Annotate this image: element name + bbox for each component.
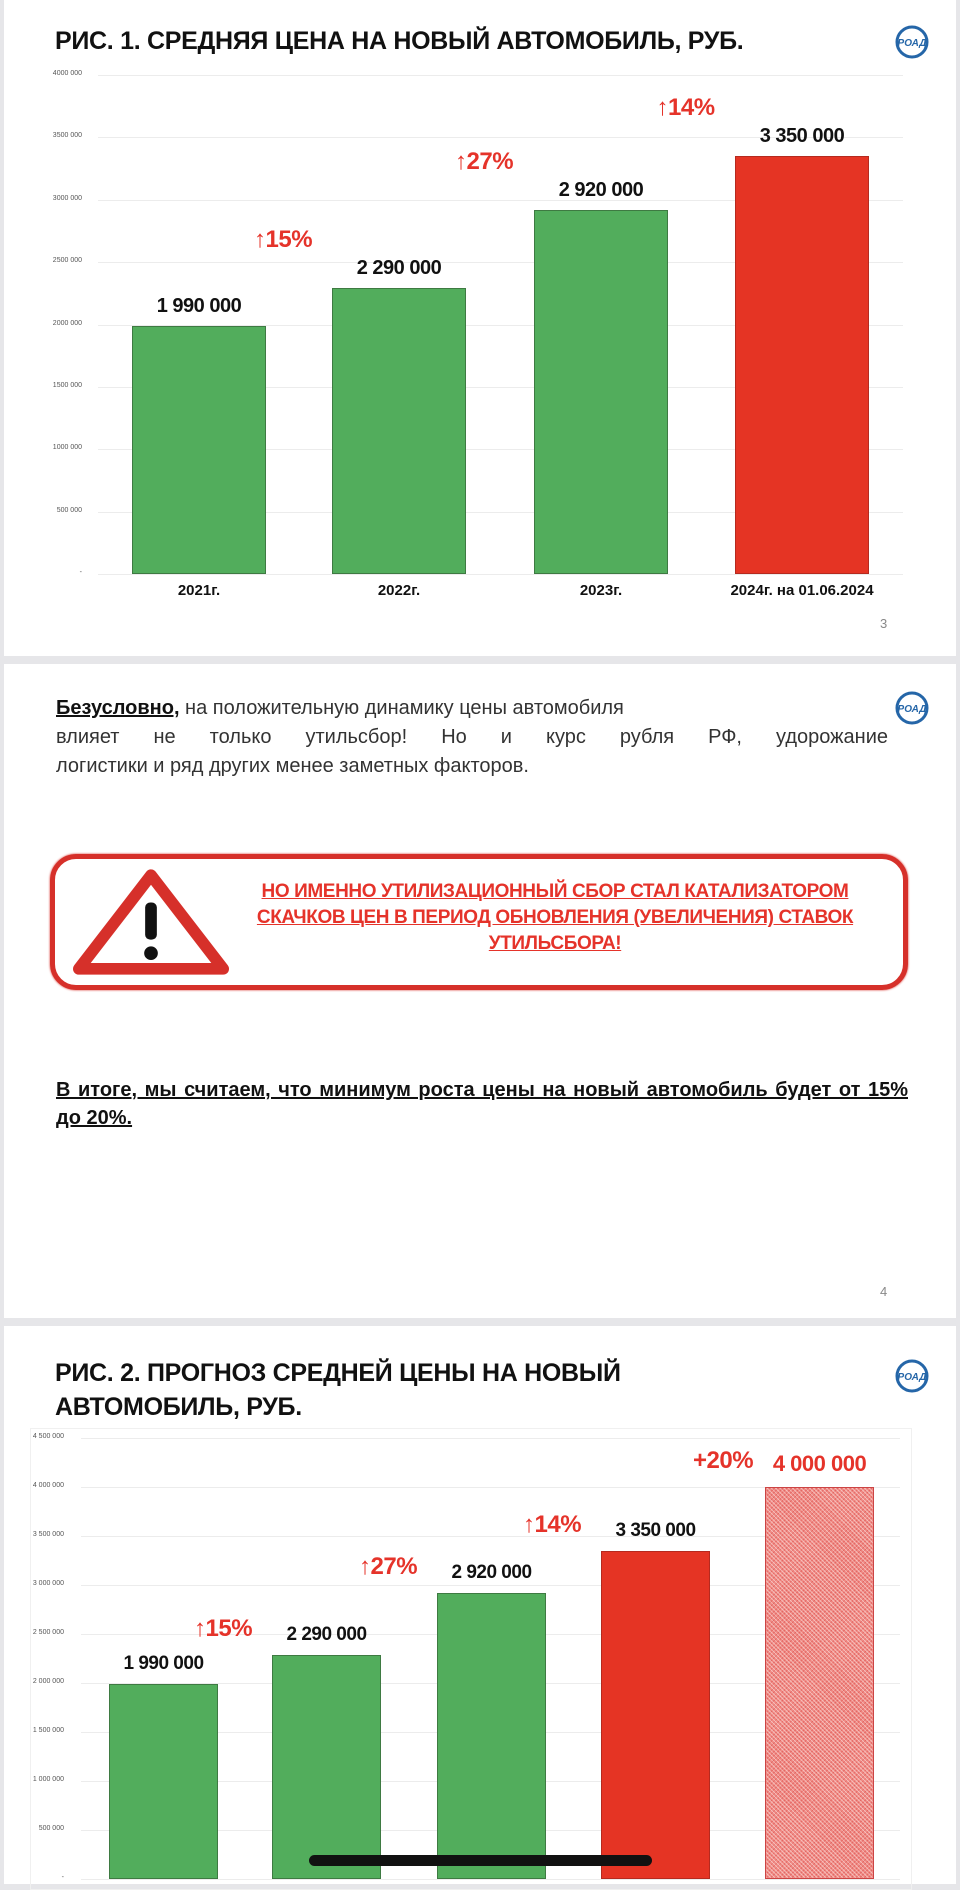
- bar: [132, 326, 266, 574]
- y-tick-label: 3000 000: [52, 194, 82, 202]
- y-tick-label: 2000 000: [52, 319, 82, 327]
- y-tick-label: 500 000: [38, 1825, 64, 1832]
- category-label: 2023г.: [579, 582, 623, 599]
- y-tick-label: 4 500 000: [32, 1433, 64, 1440]
- y-tick-label: 500 000: [56, 506, 82, 514]
- road-logo-icon: [894, 1358, 930, 1394]
- bar: [601, 1551, 710, 1879]
- y-tick-label: 1 000 000: [32, 1776, 64, 1783]
- growth-annotation: ↑15%: [194, 1614, 253, 1642]
- growth-annotation: ↑14%: [523, 1510, 582, 1538]
- gridline: [81, 1438, 900, 1439]
- slide-3: [4, 0, 956, 656]
- y-tick-label: 1000 000: [52, 444, 82, 452]
- intro-line-1: [56, 694, 624, 723]
- value-label: 3 350 000: [615, 1519, 696, 1541]
- chart-title: РИС. 1. СРЕДНЯЯ ЦЕНА НА НОВЫЙ АВТОМОБИЛЬ, РУБ.: [55, 27, 744, 55]
- bar: [735, 156, 869, 574]
- category-label: 2024г. на 01.06.2024: [730, 582, 874, 599]
- warning-box: [50, 854, 908, 990]
- growth-annotation: ↑15%: [254, 226, 313, 254]
- gridline: [81, 1879, 900, 1880]
- value-label: 2 290 000: [356, 257, 442, 280]
- logo-text: РОАД: [897, 1372, 927, 1383]
- y-tick-label: 3 500 000: [32, 1531, 64, 1538]
- intro-line-2: влияет не только утильсбор! Но и курс рубля РФ, удорожание: [56, 726, 888, 748]
- slide-4: [4, 664, 956, 1318]
- y-tick-label: 2 500 000: [32, 1629, 64, 1636]
- value-label: 1 990 000: [156, 294, 242, 317]
- bar: [437, 1593, 546, 1879]
- warning-text: НО ИМЕННО УТИЛИЗАЦИОННЫЙ СБОР СТАЛ КАТАЛИЗАТОРОМ СКАЧКОВ ЦЕН В ПЕРИОД ОБНОВЛЕНИЯ (УВЕЛИЧЕНИЯ) СТАВОК УТИЛЬСБОРА!: [256, 881, 854, 954]
- slide-5: [4, 1326, 956, 1884]
- value-label: 2 920 000: [558, 178, 644, 201]
- intro-text: на положительную динамику цены автомобиля: [179, 697, 624, 719]
- y-tick-label: 2500 000: [52, 257, 82, 265]
- page-number: 3: [880, 616, 888, 631]
- y-tick-label: -: [61, 1874, 64, 1881]
- category-label: 2022г.: [377, 582, 421, 599]
- y-tick-label: 3 000 000: [32, 1580, 64, 1587]
- y-tick-label: 1 500 000: [32, 1727, 64, 1734]
- value-label: 2 920 000: [451, 1561, 532, 1583]
- y-tick-label: 2 000 000: [32, 1678, 64, 1685]
- road-logo-icon: [894, 24, 930, 60]
- logo-text: РОАД: [897, 704, 927, 715]
- growth-annotation: ↑27%: [455, 147, 514, 175]
- y-tick-label: 1500 000: [52, 381, 82, 389]
- logo-text: РОАД: [897, 38, 927, 49]
- intro-line-3: логистики и ряд других менее заметных факторов.: [56, 755, 529, 777]
- bar: [765, 1487, 874, 1879]
- gridline: [98, 574, 903, 575]
- growth-annotation: ↑27%: [359, 1552, 418, 1580]
- growth-annotation: ↑14%: [656, 94, 715, 122]
- chart-title-line-2: АВТОМОБИЛЬ, РУБ.: [55, 1393, 302, 1421]
- bar: [109, 1684, 218, 1879]
- chart-title-line-1: РИС. 2. ПРОГНОЗ СРЕДНЕЙ ЦЕНЫ НА НОВЫЙ: [55, 1359, 621, 1387]
- intro-bold: Безусловно,: [56, 697, 180, 719]
- road-logo-icon: [894, 690, 930, 726]
- y-tick-label: 4000 000: [52, 70, 82, 77]
- bar: [332, 288, 466, 574]
- growth-annotation: +20%: [693, 1447, 754, 1474]
- home-indicator[interactable]: [309, 1855, 652, 1866]
- value-label: 3 350 000: [759, 125, 845, 148]
- value-label: 4 000 000: [772, 1451, 867, 1476]
- bar: [534, 210, 668, 574]
- y-tick-label: 3500 000: [52, 132, 82, 140]
- warning-triangle-icon: [73, 869, 229, 977]
- gridline: [98, 75, 903, 76]
- value-label: 2 290 000: [286, 1623, 367, 1645]
- y-tick-label: -: [79, 569, 82, 576]
- page-number: 4: [880, 1284, 888, 1299]
- value-label: 1 990 000: [123, 1652, 204, 1674]
- bar: [272, 1655, 381, 1879]
- conclusion-text: В итоге, мы считаем, что минимум роста цены на новый автомобиль будет от 15% до 20%.: [56, 1079, 908, 1129]
- y-tick-label: 4 000 000: [32, 1482, 64, 1489]
- category-label: 2021г.: [177, 582, 221, 599]
